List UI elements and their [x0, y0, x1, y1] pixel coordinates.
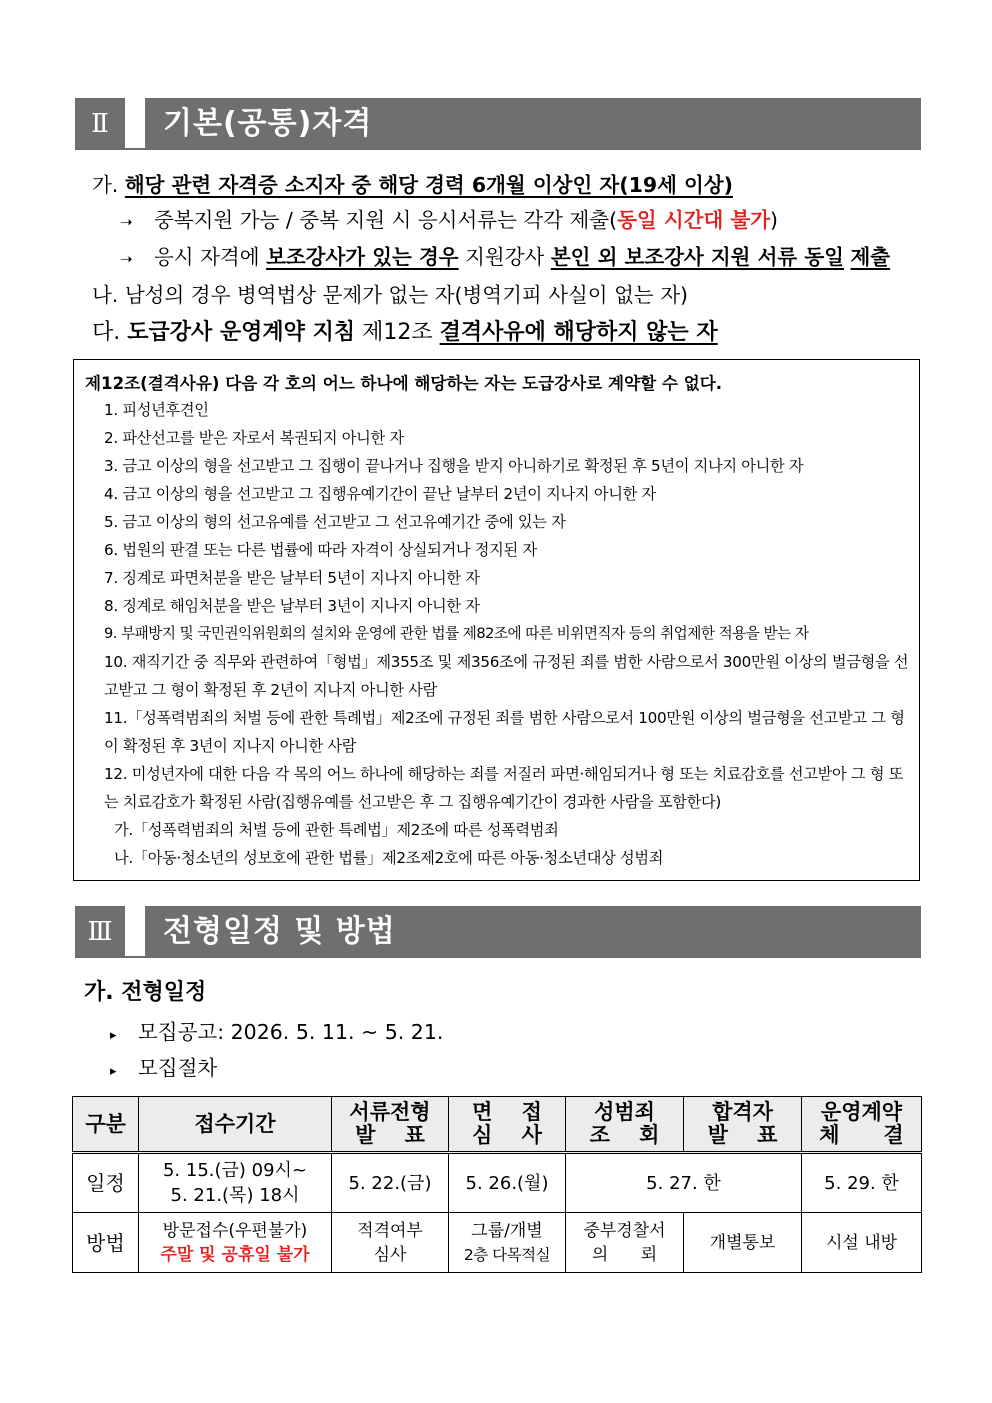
table-row: [73, 1153, 922, 1213]
table-cell: 5. 29. 한: [802, 1153, 922, 1213]
table-cell: 그룹/개별 2층 다목적실: [449, 1213, 566, 1273]
header-cell: 접수기간: [139, 1097, 332, 1153]
table-cell: 5. 22.(금): [332, 1153, 449, 1213]
section-3-title-box: [145, 906, 921, 958]
disqualification-box: [73, 359, 920, 881]
section-2-title: 기본(공통)자격: [163, 106, 373, 141]
section-3-number: Ⅲ: [75, 906, 125, 958]
law-item: 1. 피성년후견인: [104, 401, 209, 419]
qualification-ga-sub2: ➝ 응시 자격에 보조강사가 있는 경우 지원강사 본인 외 보조강사 지원 서류 동일 제출: [120, 242, 890, 274]
table-row: [73, 1213, 922, 1273]
law-item: 6. 법원의 판결 또는 다른 법률에 따라 자격이 상실되거나 정지된 자: [104, 541, 537, 559]
qualification-ga-text: 해당 관련 자격증 소지자 중 해당 경력 6개월 이상인 자(19세 이상): [124, 173, 734, 197]
right-arrow-icon: ➝: [120, 250, 133, 268]
table-cell: 중부경찰서 의 뢰: [566, 1213, 684, 1273]
law-subitem: 나.「아동·청소년의 성보호에 관한 법률」제2조제2호에 따른 아동·청소년대상 성범죄: [114, 849, 664, 867]
table-cell: 5. 27. 한: [566, 1153, 802, 1213]
row-label: 방법: [73, 1213, 139, 1273]
law-item: 4. 금고 이상의 형을 선고받고 그 집행유예기간이 끝난 날부터 2년이 지나지 아니한 자: [104, 485, 656, 503]
table-cell: 개별통보: [684, 1213, 802, 1273]
table-cell: 적격여부 심사: [332, 1213, 449, 1273]
header-cell: 합격자 발 표: [684, 1097, 802, 1153]
row-label: 일정: [73, 1153, 139, 1213]
table-cell: 방문접수(우편불가) 주말 및 공휴일 불가: [139, 1213, 332, 1273]
law-item: 7. 징계로 파면처분을 받은 날부터 5년이 지나지 아니한 자: [104, 569, 480, 587]
right-arrow-icon: ➝: [120, 213, 133, 231]
triangle-bullet-icon: ▸: [110, 1064, 117, 1079]
recruit-notice: ▸ 모집공고: 2026. 5. 11. ~ 5. 21.: [110, 1017, 443, 1051]
section-2-number: Ⅱ: [75, 98, 125, 150]
law-item: 12. 미성년자에 대한 다음 각 목의 어느 하나에 해당하는 죄를 저질러 파면·해임되거나 형 또는 치료감호를 선고받아 그 형 또는 치료감호가 확정된 사람(집행유예를 선고받은 후 그 집행유예기간이 경과한 사람을 포함한다): [104, 765, 904, 811]
law-item: 3. 금고 이상의 형을 선고받고 그 집행이 끝나거나 집행을 받지 아니하기로 확정된 후 5년이 지나지 아니한 자: [104, 457, 804, 475]
triangle-bullet-icon: ▸: [110, 1028, 117, 1043]
section-2-title-box: [145, 98, 921, 150]
qualification-da: 다. 도급강사 운영계약 지침 제12조 결격사유에 해당하지 않는 자: [92, 320, 718, 345]
law-item: 2. 파산선고를 받은 자로서 복권되지 아니한 자: [104, 429, 404, 447]
recruit-procedure: ▸ 모집절차: [110, 1053, 217, 1087]
section-3-rule: [75, 956, 921, 958]
law-subitem: 가.「성폭력범죄의 처벌 등에 관한 특례법」제2조에 따른 성폭력범죄: [114, 821, 559, 839]
law-item: 11.「성폭력범죄의 처벌 등에 관한 특례법」제2조에 규정된 죄를 범한 사람으로서 100만원 이상의 벌금형을 선고받고 그 형이 확정된 후 3년이 지나지 아니한 사람: [104, 709, 905, 755]
schedule-subheading: 가. 전형일정: [84, 980, 207, 1005]
table-cell: 5. 26.(월): [449, 1153, 566, 1213]
header-cell: 운영계약 체 결: [802, 1097, 922, 1153]
law-item: 9. 부패방지 및 국민권익위원회의 설치와 운영에 관한 법률 제82조에 따른 비위면직자 등의 취업제한 적용을 받는 자: [104, 625, 809, 642]
qualification-na: 나. 남성의 경우 병역법상 문제가 없는 자(병역기피 사실이 없는 자): [92, 283, 689, 307]
section-3-header: [75, 906, 921, 958]
table-cell: 시설 내방: [802, 1213, 922, 1273]
header-cell: 성범죄 조 회: [566, 1097, 684, 1153]
law-item: 10. 재직기간 중 직무와 관련하여「형법」제355조 및 제356조에 규정된 죄를 범한 사람으로서 300만원 이상의 벌금형을 선고받고 그 형이 확정된 후 2년이 지나지 아니한 사람: [104, 653, 909, 699]
table-cell: 5. 15.(금) 09시~ 5. 21.(목) 18시: [139, 1153, 332, 1213]
section-2-header: [75, 98, 921, 150]
section-3-title: 전형일정 및 방법: [163, 914, 396, 949]
header-cell: 서류전형 발 표: [332, 1097, 449, 1153]
header-cell: 면 접 심 사: [449, 1097, 566, 1153]
law-heading: 제12조(결격사유) 다음 각 호의 어느 하나에 해당하는 자는 도급강사로 계약할 수 없다.: [85, 374, 723, 393]
header-cell: 구분: [73, 1097, 139, 1153]
law-item: 8. 징계로 해임처분을 받은 날부터 3년이 지나지 아니한 자: [104, 597, 480, 615]
table-header-row: [73, 1097, 922, 1153]
qualification-ga: 가. 해당 관련 자격증 소지자 중 해당 경력 6개월 이상인 자(19세 이상): [92, 173, 734, 197]
law-item: 5. 금고 이상의 형의 선고유예를 선고받고 그 선고유예기간 중에 있는 자: [104, 513, 566, 531]
qualification-ga-sub1: ➝ 중복지원 가능 / 중복 지원 시 응시서류는 각각 제출(동일 시간대 불가): [120, 205, 778, 237]
section-2-rule: [75, 148, 921, 150]
schedule-table: [72, 1096, 922, 1273]
